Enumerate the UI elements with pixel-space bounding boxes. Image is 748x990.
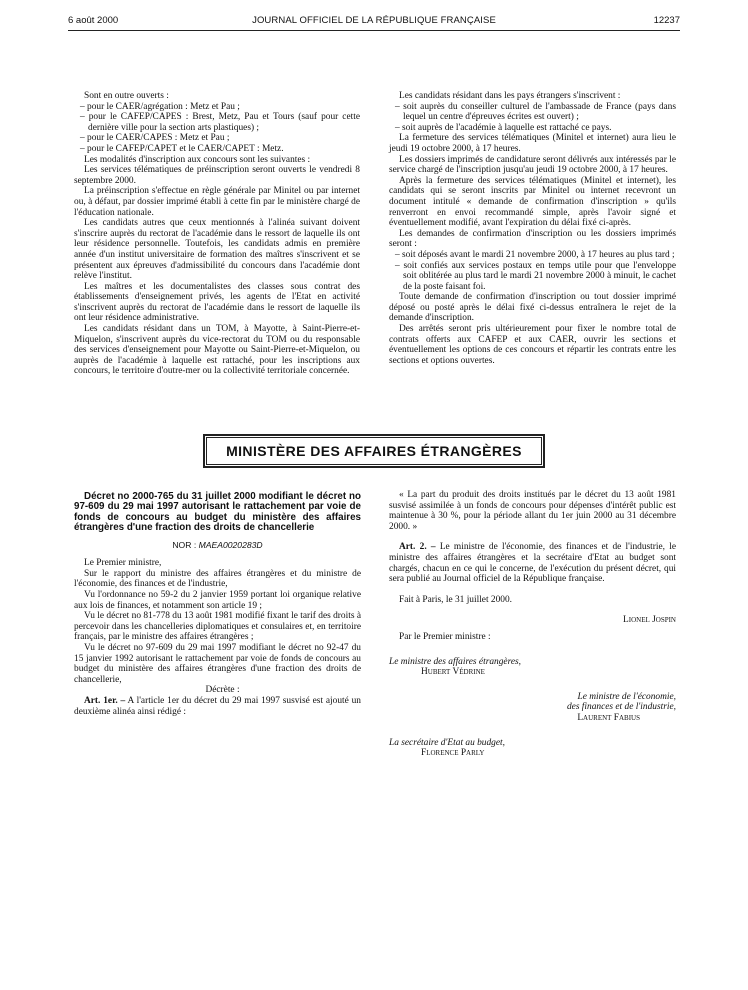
visa-paragraph: Sur le rapport du ministre des affaires étrangères et du ministre de l'économie, des finances et de l'industrie, xyxy=(74,568,361,590)
intro-line: Les candidats résidant dans les pays étrangers s'inscrivent : xyxy=(399,91,621,101)
list-item: – soit auprès du conseiller culturel de l'ambassade de France (pays dans lequel un centre d'épreuves écrites est ouvert) ; xyxy=(395,101,676,123)
place-date: Fait à Paris, le 31 juillet 2000. xyxy=(399,594,513,605)
list-item: – pour le CAFEP/CAPET et le CAER/CAPET : Metz. xyxy=(80,143,284,154)
list-item: – soit auprès de l'académie à laquelle est rattaché ce pays. xyxy=(395,122,612,133)
paragraph: Les demandes de confirmation d'inscription ou les dossiers imprimés seront : xyxy=(389,228,676,250)
visa-paragraph: Vu le décret no 81-778 du 13 août 1981 modifié fixant le tarif des droits à percevoir dans les chancelleries diplomatiques et consulaires et, en territoire français, par le ministre des affaires étrangères ; xyxy=(74,611,361,643)
paragraph: La fermeture des services télématiques (Minitel et internet) aura lieu le jeudi 19 octobre 2000, à 17 heures. xyxy=(389,133,676,154)
paragraph: Toute demande de confirmation d'inscription ou tout dossier imprimé déposé ou posté après le délai fixé ci-dessus entraînera le rejet de la demande d'inscription. xyxy=(389,292,676,324)
signatory-1-title: Le ministre des affaires étrangères, xyxy=(389,656,522,667)
visa-paragraph: Vu le décret no 97-609 du 29 mai 1997 modifiant le décret no 92-47 du 15 janvier 1992 autorisant le rattachement par voie de fonds de concours au budget du ministère des affaires étrangères d'une fraction des droits de chancellerie, xyxy=(74,642,361,685)
paragraph: La préinscription s'effectue en règle générale par Minitel ou par internet ou, à défaut, par dossier imprimé établi à cette fin par le ministère chargé de l'éducation nationale. xyxy=(74,186,360,218)
pm-signature: Lionel Jospin xyxy=(623,615,676,626)
decree-right-column xyxy=(389,490,676,759)
visa-paragraph: Vu l'ordonnance no 59-2 du 2 janvier 1959 portant loi organique relative aux lois de finances, et notamment son article 19 ; xyxy=(74,590,361,611)
list-item: – pour le CAFEP/CAPES : Brest, Metz, Pau et Tours (sauf pour cette dernière ville pour la section arts plastiques) ; xyxy=(80,112,360,133)
ministry-heading: MINISTÈRE DES AFFAIRES ÉTRANGÈRES xyxy=(206,437,542,465)
article-1 xyxy=(74,696,361,717)
article-2-label: Art. 2. – xyxy=(399,542,436,553)
signatory-1-name: Hubert Védrine xyxy=(421,667,485,678)
signatory-2-title-b: des finances et de l'industrie, xyxy=(566,702,676,713)
paragraph: Les modalités d'inscription aux concours sont les suivantes : xyxy=(84,154,311,165)
signatory-2-title-a: Le ministre de l'économie, xyxy=(577,691,676,702)
paragraph: Les services télématiques de préinscription seront ouverts le vendredi 8 septembre 2000. xyxy=(74,165,360,186)
page-header xyxy=(68,14,680,31)
paragraph: Après la fermeture des services télématiques (Minitel et internet), les candidats qui se seront inscrits par Minitel ou internet recevront un document intitulé « demande de confirmation d'inscription » qu'ils renverront en envoi recommandé simple, après l'avoir signé et éventuellement modifié, avant l'expiration du délai fixé ci-après. xyxy=(389,175,676,229)
decree-title: Décret no 2000-765 du 31 juillet 2000 modifiant le décret no 97-609 du 29 mai 1997 autorisant le rattachement par voie de fonds de concours au budget du ministère des affaires étrangères d'une fraction des droits de chancellerie xyxy=(74,491,361,534)
article-2-text: Le ministre de l'économie, des finances et de l'industrie, le ministre des affaires étrangères et la secrétaire d'Etat au budget sont chargés, chacun en ce qui le concerne, de l'exécution du présent décret, qui sera publié au Journal officiel de la République française. xyxy=(389,542,676,585)
nor-reference xyxy=(74,540,361,551)
list-item: – pour le CAER/CAPES : Metz et Pau ; xyxy=(80,133,230,144)
par-premier-ministre: Par le Premier ministre : xyxy=(399,631,491,642)
header-journal-title: JOURNAL OFFICIEL DE LA RÉPUBLIQUE FRANÇAISE xyxy=(252,15,496,26)
decrete-label: Décrète : xyxy=(205,685,240,696)
list-item: – soit confiés aux services postaux en temps utile pour que l'enveloppe soit oblitérée au plus tard le mardi 21 novembre 2000 à minuit, le cachet de la poste faisant foi. xyxy=(395,260,676,292)
header-date: 6 août 2000 xyxy=(68,15,119,26)
signatory-2-name: Laurent Fabius xyxy=(577,712,640,723)
article-1-label: Art. 1er. – xyxy=(84,695,126,706)
paragraph: Les candidats autres que ceux mentionnés à l'alinéa suivant doivent s'inscrire auprès du rectorat de l'académie dans le ressort de laquelle ils ont leur résidence personnelle. Toutefois, les candidats admis en première année d'un institut universitaire de formation des maîtres s'inscrivent et se présentent aux épreuves d'admissibilité du concours dans l'académie dont relève l'institut. xyxy=(74,218,360,282)
header-page-number: 12237 xyxy=(653,15,680,26)
decree-left-column xyxy=(74,492,361,717)
top-right-column xyxy=(389,91,676,366)
list-item: – soit déposés avant le mardi 21 novembre 2000, à 17 heures au plus tard ; xyxy=(395,249,675,260)
article-1-text: A l'article 1er du décret du 29 mai 1997 susvisé est ajouté un deuxième alinéa ainsi rédigé : xyxy=(74,695,361,717)
paragraph: Des arrêtés seront pris ultérieurement pour fixer le nombre total de contrats offerts aux CAFEP et aux CAER, ouvrir les sections et éventuellement les options de ces concours et répartir les contrats entre les sections et options ouvertes. xyxy=(389,324,676,366)
paragraph: Les maîtres et les documentalistes des classes sous contrat des établissements d'enseignement privés, les agents de l'Etat en activité s'inscrivent auprès du rectorat de l'académie dans le ressort de laquelle ils ont leur résidence administrative. xyxy=(74,281,360,324)
paragraph: Les dossiers imprimés de candidature seront délivrés aux intéressés par le service chargé de l'inscription jusqu'au jeudi 19 octobre 2000, à 17 heures. xyxy=(389,154,676,176)
top-left-column xyxy=(74,91,360,377)
list-item: – pour le CAER/agrégation : Metz et Pau ; xyxy=(80,101,240,112)
intro-line: Sont en outre ouverts : xyxy=(84,91,169,101)
article-2 xyxy=(389,542,676,584)
signatory-3-name: Florence Parly xyxy=(421,748,485,759)
paragraph: Les candidats résidant dans un TOM, à Mayotte, à Saint-Pierre-et-Miquelon, s'inscrivent auprès du vice-rectorat du TOM ou du responsable des services d'enseignement pour Mayotte ou Saint-Pierre-et-Miquelon, ou auprès de l'académie à laquelle est rattaché, pour les inscriptions aux concours, le territoire d'outre-mer ou la collectivité territoriale concernée. xyxy=(74,324,360,377)
signatory-3-title: La secrétaire d'Etat au budget, xyxy=(389,737,505,748)
nor-code: MAEA0020283D xyxy=(198,539,263,550)
nor-label: NOR : xyxy=(172,539,197,550)
decree-opening: Le Premier ministre, xyxy=(84,558,162,569)
quoted-paragraph: « La part du produit des droits institués par le décret du 13 août 1981 susvisé assimilée à un fonds de concours pour dépenses d'intérêt public est maintenue à 30 %, pour la période allant du 1er juin 2000 au 31 décembre 2000. » xyxy=(389,490,676,532)
